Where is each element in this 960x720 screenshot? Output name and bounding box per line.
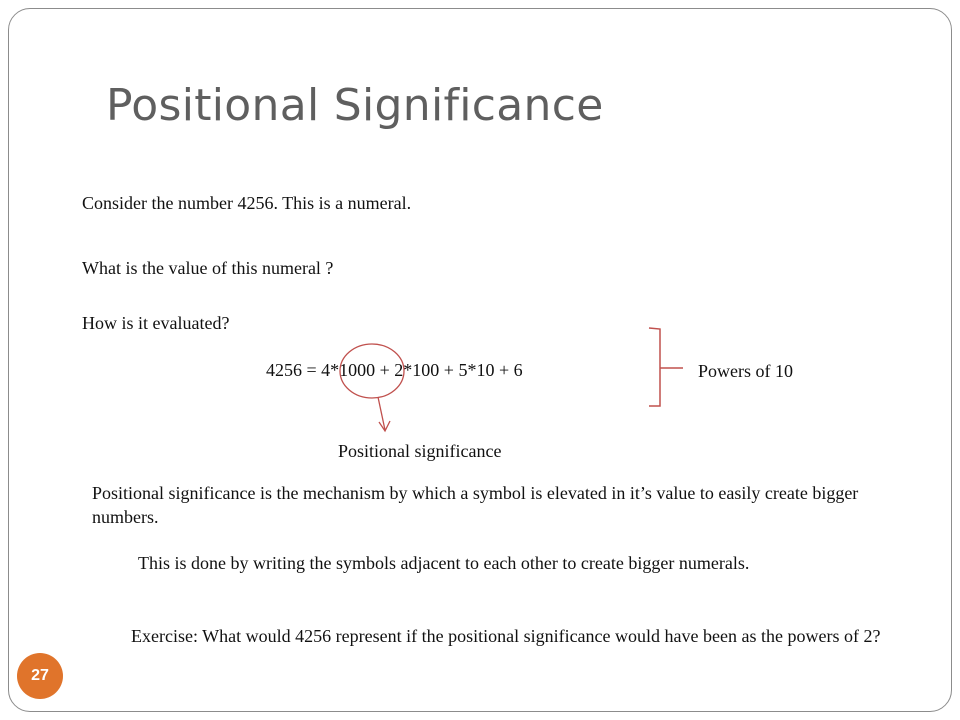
page-number: 27 [31, 667, 49, 684]
adjacent-text: This is done by writing the symbols adjacent to each other to create bigger numerals. [138, 553, 750, 573]
page-number-badge [17, 653, 63, 699]
digit-circle-annotation [340, 344, 404, 398]
definition-text: Positional significance is the mechanism by which a symbol is elevated in it’s value to easily create bigger numbers. [92, 483, 859, 527]
consider-text: Consider the number 4256. This is a numeral. [82, 193, 412, 213]
how-text: How is it evaluated? [82, 313, 230, 333]
slide-title: Positional Significance [106, 80, 604, 131]
question-text: What is the value of this numeral ? [82, 258, 334, 278]
positional-significance-label: Positional significance [338, 441, 502, 461]
exercise-text: Exercise: What would 4256 represent if the positional significance would have been as the powers of 2? [131, 626, 881, 646]
bracket-annotation [649, 328, 660, 406]
powers-label: Powers of 10 [698, 361, 793, 381]
equation-text: 4256 = 4*1000 + 2*100 + 5*10 + 6 [266, 360, 523, 380]
